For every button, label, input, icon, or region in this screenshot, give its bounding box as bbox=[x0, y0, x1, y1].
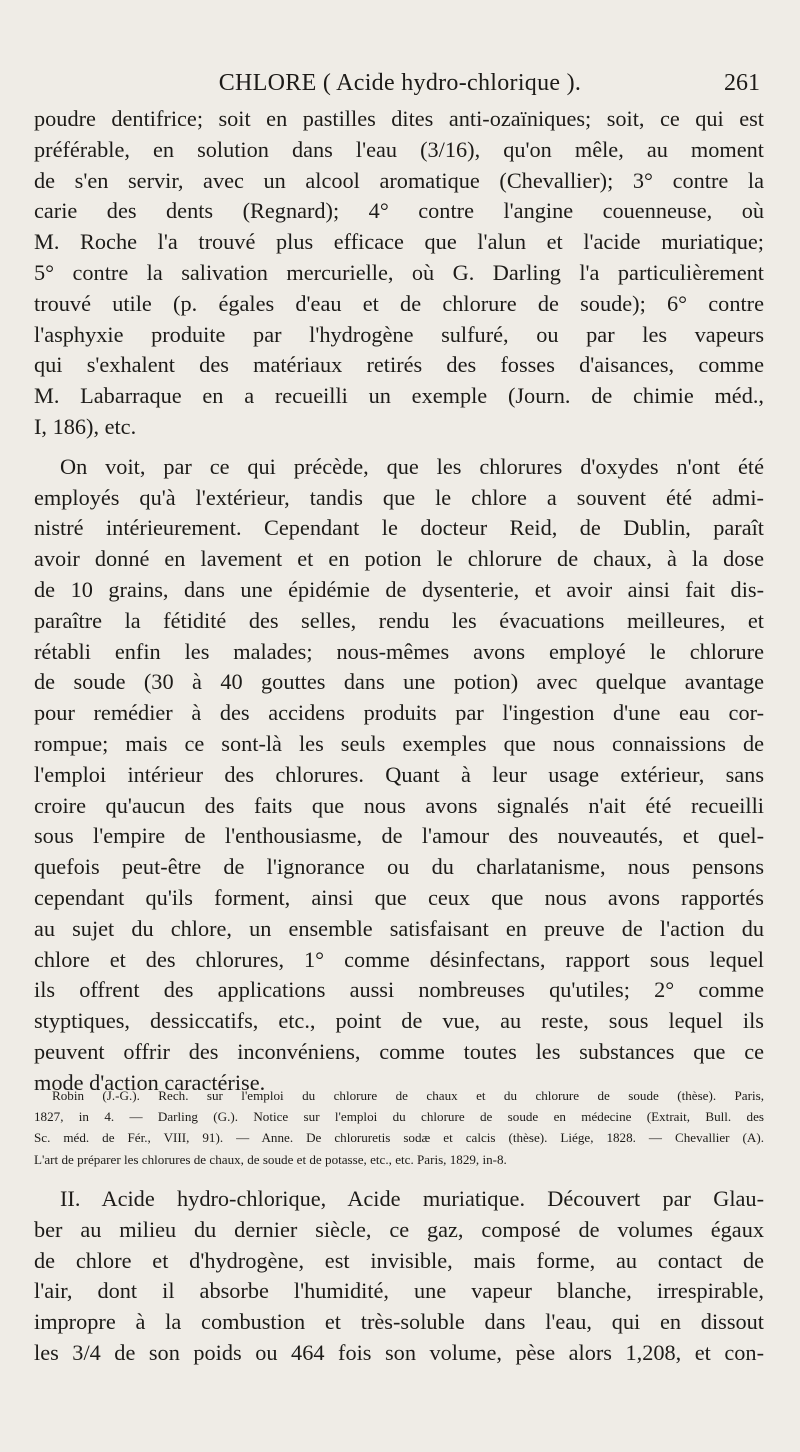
text-line: carie des dents (Regnard); 4° contre l'angine couenneuse, où bbox=[34, 198, 764, 224]
text-line: pour remédier à des accidens produits par l'ingestion d'une eau cor- bbox=[34, 700, 764, 726]
text-line: employés qu'à l'extérieur, tandis que le chlore a souvent été admi- bbox=[34, 484, 764, 510]
text-line: au sujet du chlore, un ensemble satisfaisant en preuve de l'action du bbox=[34, 915, 764, 941]
text-line: M. Roche l'a trouvé plus efficace que l'alun et l'acide muriatique; bbox=[34, 229, 764, 255]
text-line: styptiques, dessiccatifs, etc., point de vue, au reste, sous lequel ils bbox=[34, 1008, 764, 1034]
text-line: ils offrent des applications aussi nombreuses qu'utiles; 2° comme bbox=[34, 977, 764, 1003]
text-line: de s'en servir, avec un alcool aromatique (Chevallier); 3° contre la bbox=[34, 167, 764, 193]
text-line: trouvé utile (p. égales d'eau et de chlorure de soude); 6° contre bbox=[34, 290, 764, 316]
bibliography-line: 1827, in 4. — Darling (G.). Notice sur l'emploi du chlorure de soude en médecine (Extrait, Bull. des bbox=[34, 1109, 764, 1125]
bibliography-line: Sc. méd. de Fér., VIII, 91). — Anne. De chloruretis sodæ et calcis (thèse). Liége, 1828. — Chevallier (A). bbox=[34, 1130, 764, 1146]
text-line: l'air, dont il absorbe l'humidité, une vapeur blanche, irrespirable, bbox=[34, 1278, 764, 1304]
text-line: M. Labarraque en a recueilli un exemple (Journ. de chimie méd., bbox=[34, 383, 764, 409]
text-line: I, 186), etc. bbox=[34, 413, 137, 439]
bibliography-notes bbox=[34, 1085, 764, 1170]
text-line: avoir donné en lavement et en potion le chlorure de chaux, à la dose bbox=[34, 546, 764, 572]
text-line: cependant qu'ils forment, ainsi que ceux que nous avons rapportés bbox=[34, 884, 764, 910]
text-line: rompue; mais ce sont-là les seuls exemples que nous connaissions de bbox=[34, 730, 764, 756]
bibliography-line: Robin (J.-G.). Rech. sur l'emploi du chlorure de chaux et du chlorure de soude (thèse). Paris, bbox=[52, 1088, 764, 1103]
main-text bbox=[34, 104, 764, 1099]
text-line: les 3/4 de son poids ou 464 fois son volume, pèse alors 1,208, et con- bbox=[34, 1339, 764, 1365]
text-line: croire qu'aucun des faits que nous avons signalés n'ait été recueilli bbox=[34, 792, 764, 818]
text-line: quefois peut-être de l'ignorance ou du charlatanisme, nous pensons bbox=[34, 854, 764, 880]
text-line: nistré intérieurement. Cependant le docteur Reid, de Dublin, paraît bbox=[34, 515, 764, 541]
text-line: ber au milieu du dernier siècle, ce gaz, composé de volumes égaux bbox=[34, 1216, 764, 1242]
paragraph-summary bbox=[34, 452, 764, 1099]
text-line: rétabli enfin les malades; nous-mêmes avons employé le chlorure bbox=[34, 638, 764, 664]
text-line: l'emploi intérieur des chlorures. Quant à leur usage extérieur, sans bbox=[34, 761, 764, 787]
page-number: 261 bbox=[724, 70, 760, 96]
text-line: impropre à la combustion et très-soluble dans l'eau, qui en dissout bbox=[34, 1309, 764, 1335]
text-line: de soude (30 à 40 gouttes dans une potion) avec quelque avantage bbox=[34, 669, 764, 695]
paragraph-continuation bbox=[34, 104, 764, 443]
text-line: de 10 grains, dans une épidémie de dysenterie, et avoir ainsi fait dis- bbox=[34, 576, 764, 602]
text-line: qui s'exhalent des matériaux retirés des fosses d'aisances, comme bbox=[34, 352, 764, 378]
bibliography-line: L'art de préparer les chlorures de chaux, de soude et de potasse, etc., etc. Paris, 1829, in-8. bbox=[34, 1151, 507, 1167]
text-line: poudre dentifrice; soit en pastilles dites anti-ozaïniques; soit, ce qui est bbox=[34, 106, 764, 131]
text-line: de chlore et d'hydrogène, est invisible, mais forme, au contact de bbox=[34, 1247, 764, 1273]
text-line: sous l'empire de l'enthousiasme, de l'amour des nouveautés, et quel- bbox=[34, 823, 764, 849]
text-line: 5° contre la salivation mercurielle, où G. Darling l'a particulièrement bbox=[34, 259, 764, 285]
text-line: mode d'action caractérise. bbox=[34, 1069, 266, 1095]
section-acide-hydro-chlorique bbox=[34, 1184, 764, 1369]
text-line: paraître la fétidité des selles, rendu les évacuations meilleures, et bbox=[34, 607, 764, 633]
running-header bbox=[0, 66, 800, 106]
text-line: On voit, par ce qui précède, que les chlorures d'oxydes n'ont été bbox=[60, 453, 764, 479]
running-title: CHLORE ( Acide hydro-chlorique ). bbox=[218, 70, 582, 96]
text-line: préférable, en solution dans l'eau (3/16), qu'on mêle, au moment bbox=[34, 136, 764, 162]
text-line: chlore et des chlorures, 1° comme désinfectans, rapport sous lequel bbox=[34, 946, 764, 972]
text-line: peuvent offrir des inconvéniens, comme toutes les substances que ce bbox=[34, 1038, 764, 1064]
text-line: II. Acide hydro-chlorique, Acide muriatique. Découvert par Glau- bbox=[60, 1186, 764, 1211]
text-line: l'asphyxie produite par l'hydrogène sulfuré, ou par les vapeurs bbox=[34, 321, 764, 347]
